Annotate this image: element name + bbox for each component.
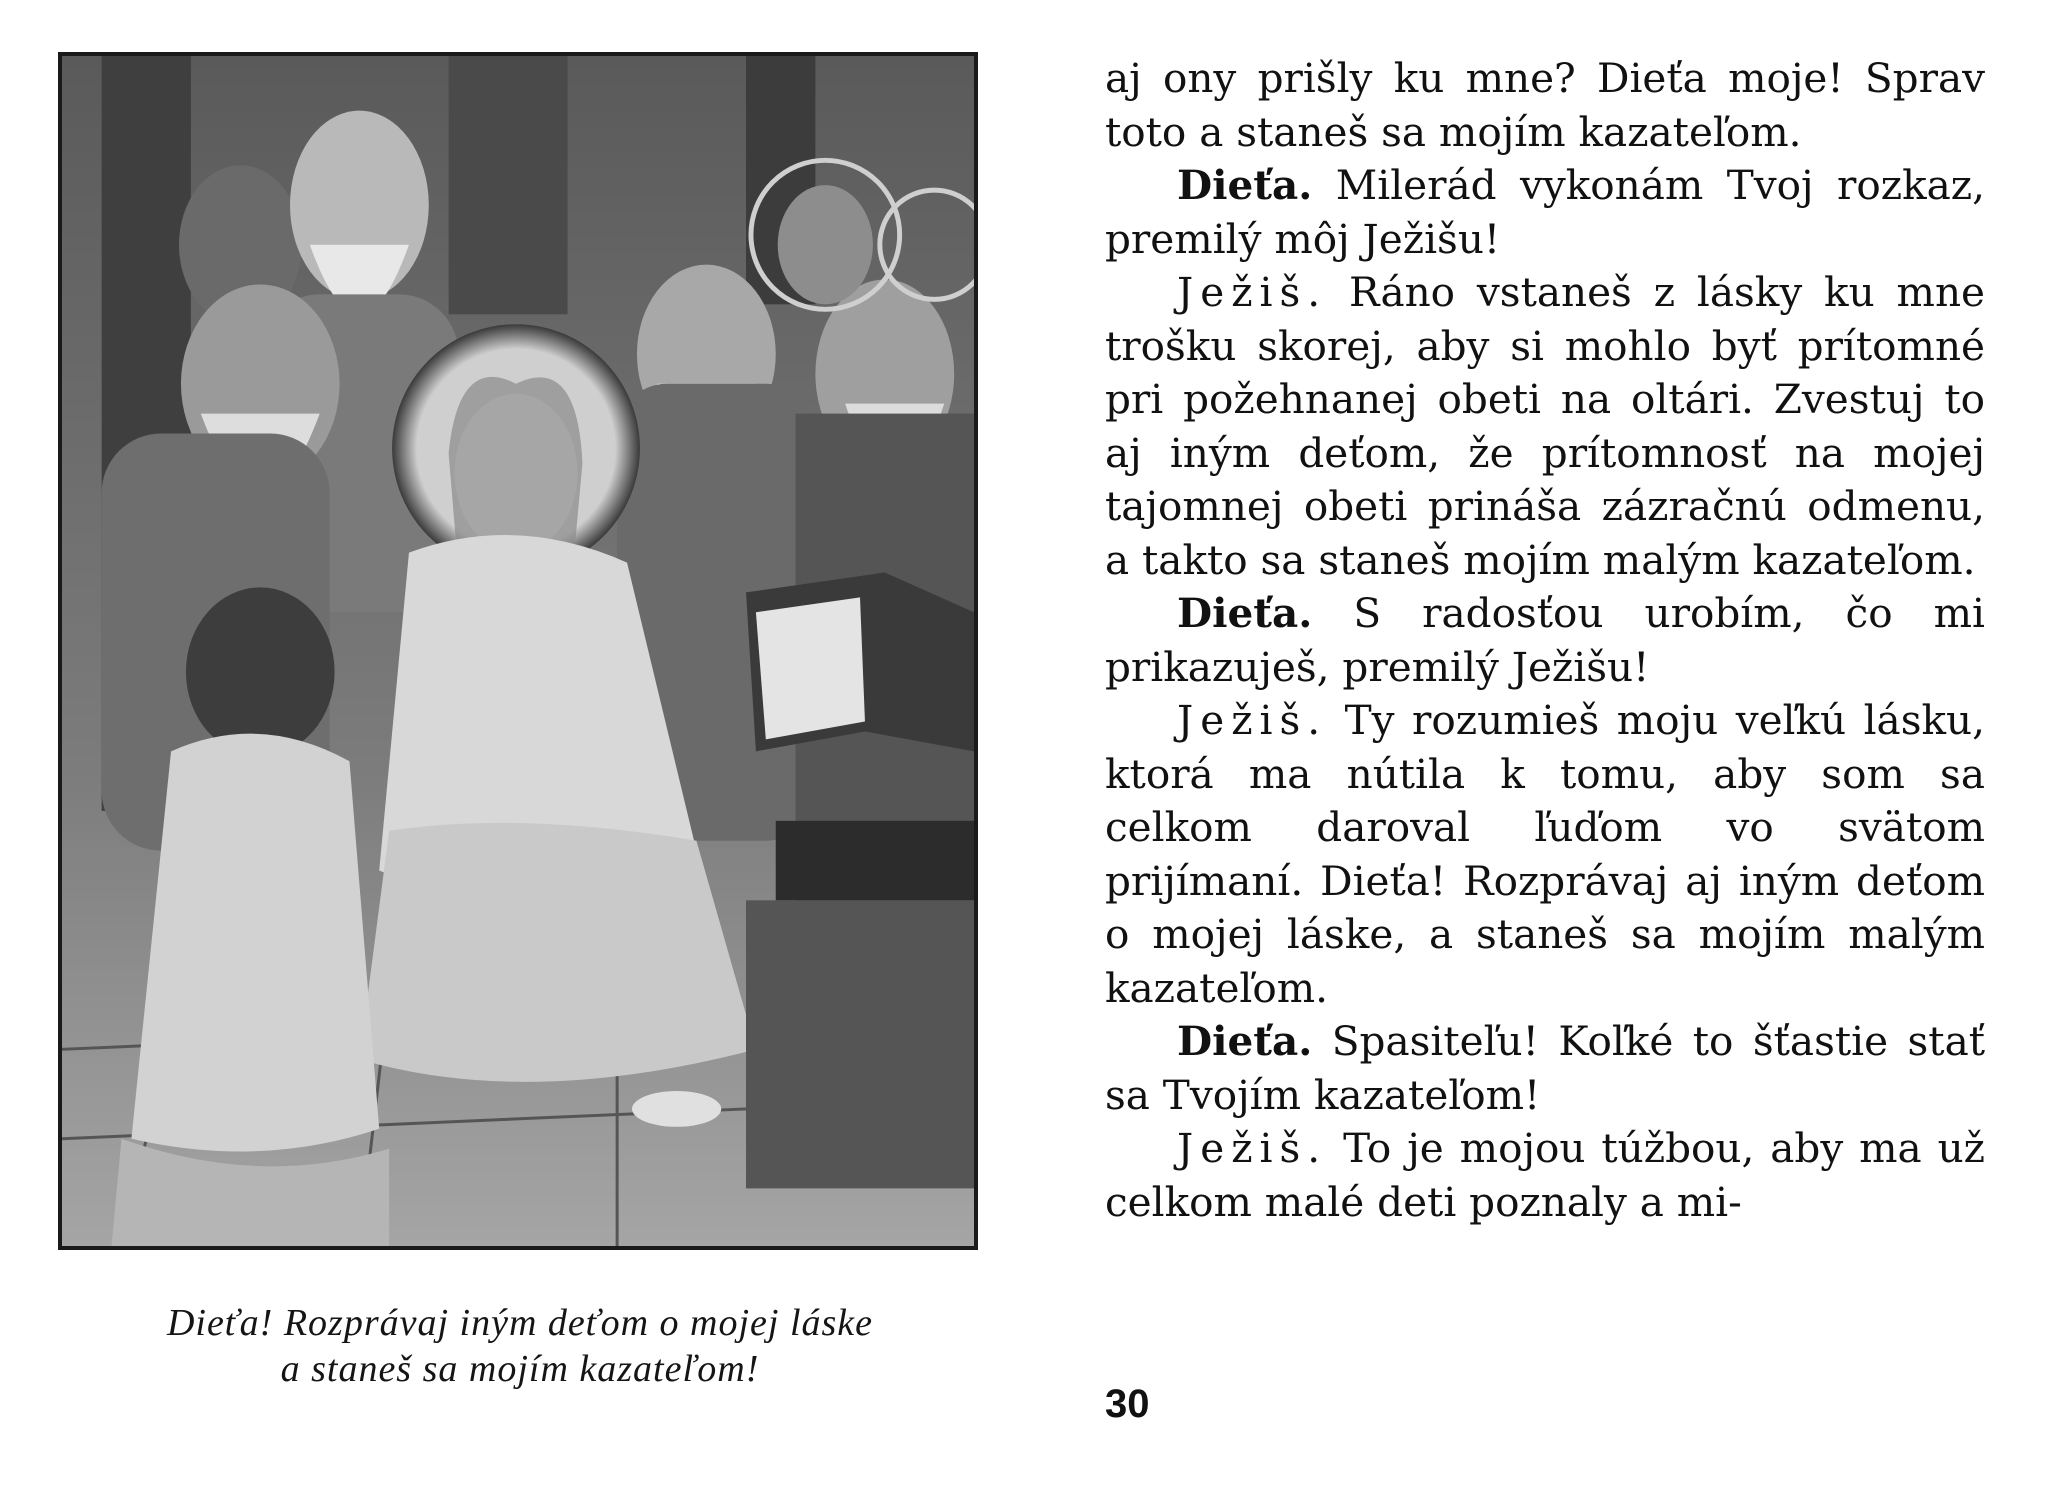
speaker-name: Ježiš.: [1177, 268, 1328, 316]
page-number: 30: [1105, 1382, 1150, 1426]
caption-line: a staneš sa mojím kazateľom!: [280, 1348, 760, 1390]
paragraph: aj ony prišly ku mne? Dieťa moje! Sprav toto a staneš sa mojím kazateľom.: [1105, 54, 1985, 156]
dialogue-text: Ty rozumieš moju veľkú lásku, ktorá ma nútila k tomu, aby som sa celkom daroval ľuďom vo svätom prijímaní. Dieťa! Rozprávaj aj iným deťom o mojej láske, a staneš sa mojím malým kazateľom.: [1105, 696, 1985, 1012]
body-text: [1105, 52, 1985, 1229]
paragraph: [1105, 587, 1985, 694]
speaker-name: Dieťa.: [1177, 1017, 1313, 1065]
speaker-name: Dieťa.: [1177, 589, 1313, 637]
paragraph: [1105, 694, 1985, 1015]
caption-line: Dieťa! Rozprávaj iným deťom o mojej láske: [166, 1302, 874, 1344]
engraving-image: [62, 56, 974, 1246]
illustration-caption: [40, 1300, 1000, 1392]
paragraph: [1105, 1122, 1985, 1229]
paragraph: [1105, 159, 1985, 266]
speaker-name: Ježiš.: [1177, 696, 1328, 744]
dialogue-text: Spasiteľu! Koľké to šťastie stať sa Tvojím kazateľom!: [1105, 1017, 1985, 1119]
dialogue-text: Ráno vstaneš z lásky ku mne trošku skorej, aby si mohlo byť prítomné pri požehnanej obeti na oltári. Zvestuj to aj iným deťom, že prítomnosť na mojej tajomnej obeti prináša zázračnú odmenu, a takto sa staneš mojím malým kazateľom.: [1105, 268, 1985, 584]
speaker-name: Dieťa.: [1177, 161, 1313, 209]
paragraph: [1105, 1015, 1985, 1122]
speaker-name: Ježiš.: [1177, 1124, 1328, 1172]
dialogue-text: To je mojou túžbou, aby ma už celkom malé deti poznaly a mi-: [1105, 1124, 1985, 1226]
dialogue-text: Milerád vykonám Tvoj rozkaz, premilý môj Ježišu!: [1105, 161, 1985, 263]
dialogue-text: S radosťou urobím, čo mi prikazuješ, premilý Ježišu!: [1105, 589, 1985, 691]
paragraph: [1105, 266, 1985, 587]
illustration: [58, 52, 978, 1250]
